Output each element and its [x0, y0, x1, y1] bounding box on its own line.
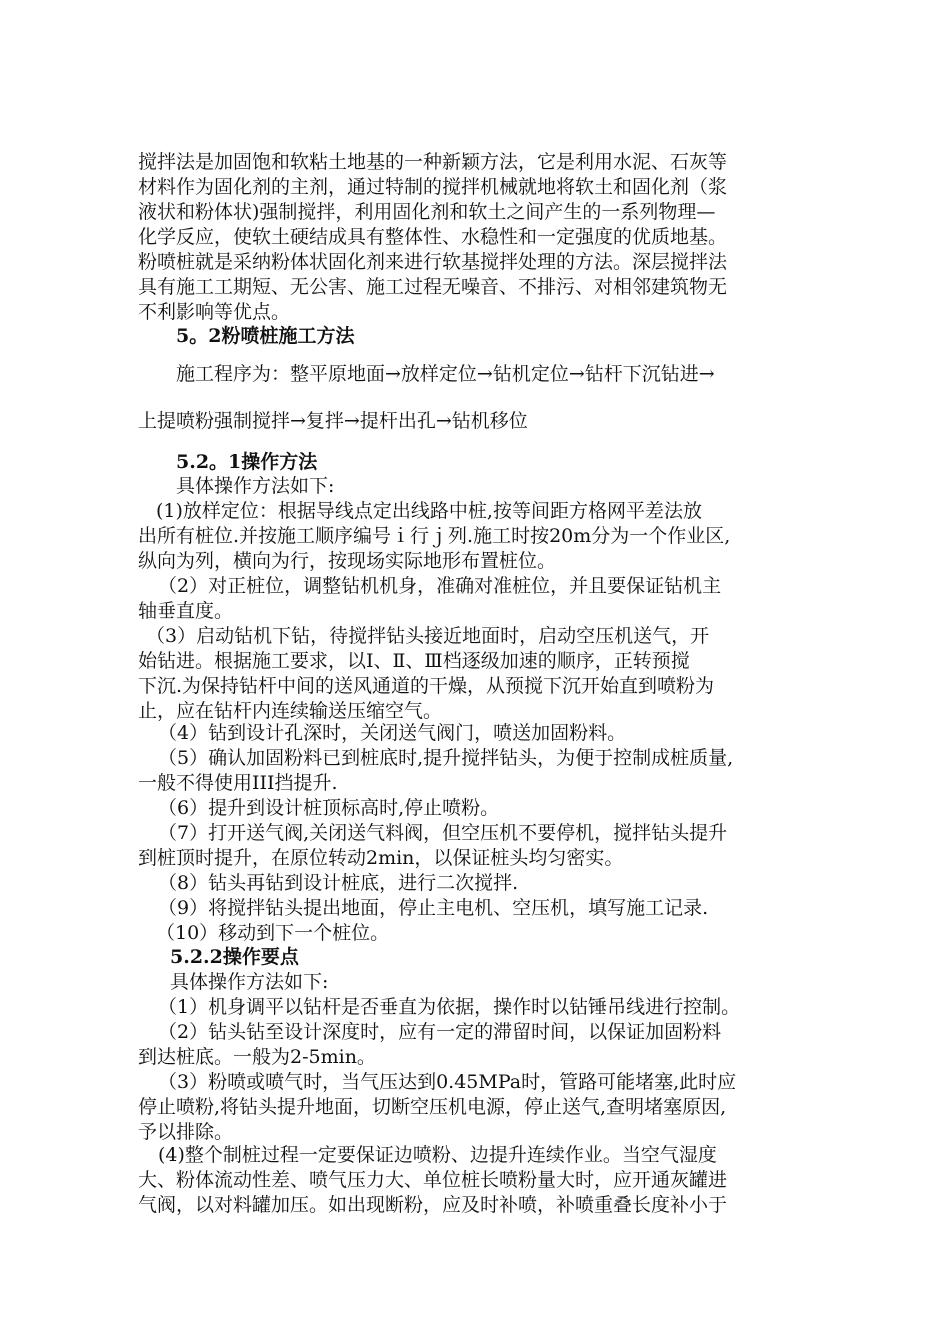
point-2-line-1: （2）钻头钻至设计深度时，应有一定的滞留时间，以保证加固粉料 [158, 1021, 722, 1043]
intro-line-7: 不利影响等优点。 [138, 301, 291, 323]
step-8-line-1: （8）钻头再钻到设计桩底，进行二次搅拌. [158, 872, 519, 894]
step-2-line-2: 轴垂直度。 [138, 600, 234, 622]
point-2-line-2: 到达桩底。一般为2-5min。 [138, 1046, 376, 1068]
step-1-line-2: 出所有桩位.并按施工顺序编号ｉ行ｊ列.施工时按20m分为一个作业区, [138, 525, 731, 547]
point-4-line-1: (4)整个制桩过程一定要保证边喷粉、边提升连续作业。当空气湿度 [158, 1144, 717, 1166]
intro-line-1: 搅拌法是加固饱和软粘土地基的一种新颖方法，它是利用水泥、石灰等 [138, 151, 728, 173]
section-5-2-2-heading: 5.2.2操作要点 [170, 946, 299, 968]
construction-sequence-line-1: 施工程序为：整平原地面→放样定位→钻机定位→钻杆下沉钻进→ [176, 363, 715, 385]
step-3-line-1: （3）启动钻机下钻，待搅拌钻头接近地面时，启动空压机送气，开 [146, 625, 710, 647]
step-4-line-1: （4）钻到设计孔深时，关闭送气阀门，喷送加固粉料。 [158, 722, 627, 744]
point-3-line-1: （3）粉喷或喷气时，当气压达到0.45MPa时，管路可能堵塞,此时应 [158, 1071, 737, 1093]
section-5-2-1-heading: 5.2。1操作方法 [176, 451, 318, 473]
step-3-line-3: 下沉.为保持钻杆中间的送风通道的干燥，从预搅下沉开始直到喷粉为 [138, 675, 715, 697]
section-5-2-heading: 5。2粉喷桩施工方法 [176, 325, 355, 347]
section-5-2-2-intro: 具体操作方法如下: [170, 971, 329, 993]
step-9-line-1: （9）将搅拌钻头提出地面，停止主电机、空压机，填写施工记录. [158, 897, 709, 919]
step-1-line-3: 纵向为列，横向为行，按现场实际地形布置桩位。 [138, 550, 557, 572]
step-3-line-2: 始钻进。根据施工要求，以Ⅰ、Ⅱ、Ⅲ档逐级加速的顺序，正转预搅 [138, 650, 690, 672]
point-4-line-3: 气阀，以对料罐加压。如出现断粉，应及时补喷，补喷重叠长度补小于 [138, 1194, 728, 1216]
intro-line-5: 粉喷桩就是采纳粉体状固化剂来进行软基搅拌处理的方法。深层搅拌法 [138, 251, 728, 273]
step-1-line-1: (1)放样定位：根据导线点定出线路中桩,按等间距方格网平差法放 [156, 500, 702, 522]
intro-line-2: 材料作为固化剂的主剂，通过特制的搅拌机械就地将软土和固化剂（浆 [138, 176, 728, 198]
point-3-line-3: 予以排除。 [138, 1121, 234, 1143]
point-1-line-1: （1）机身调平以钻杆是否垂直为依据，操作时以钻锤吊线进行控制。 [158, 996, 741, 1018]
step-3-line-4: 止，应在钻杆内连续输送压缩空气。 [138, 700, 443, 722]
step-6-line-1: （6）提升到设计桩顶标高时,停止喷粉。 [158, 797, 500, 819]
step-10-line-1: （10）移动到下一个桩位。 [156, 922, 390, 944]
intro-line-3: 液状和粉体状)强制搅拌，利用固化剂和软土之间产生的一系列物理— [138, 201, 716, 223]
intro-line-6: 具有施工工期短、无公害、施工过程无噪音、不排污、对相邻建筑物无 [138, 276, 728, 298]
point-4-line-2: 大、粉体流动性差、喷气压力大、单位桩长喷粉量大时，应开通灰罐进 [138, 1169, 728, 1191]
construction-sequence-line-2: 上提喷粉强制搅拌→复拌→提杆出孔→钻机移位 [138, 410, 528, 432]
section-5-2-1-intro: 具体操作方法如下: [176, 475, 335, 497]
intro-line-4: 化学反应，使软土硬结成具有整体性、水稳性和一定强度的优质地基。 [138, 226, 728, 248]
step-7-line-1: （7）打开送气阀,关闭送气料阀，但空压机不要停机，搅拌钻头提升 [158, 822, 728, 844]
step-5-line-1: （5）确认加固粉料已到桩底时,提升搅拌钻头，为便于控制成桩质量, [158, 747, 734, 769]
step-5-line-2: 一般不得使用III挡提升. [138, 772, 338, 794]
step-7-line-2: 到桩顶时提升，在原位转动2min，以保证桩头均匀密实。 [138, 847, 624, 869]
step-2-line-1: （2）对正桩位，调整钻机机身，准确对准桩位，并且要保证钻机主 [158, 575, 722, 597]
point-3-line-2: 停止喷粉,将钻头提升地面，切断空压机电源，停止送气,查明堵塞原因, [138, 1096, 727, 1118]
